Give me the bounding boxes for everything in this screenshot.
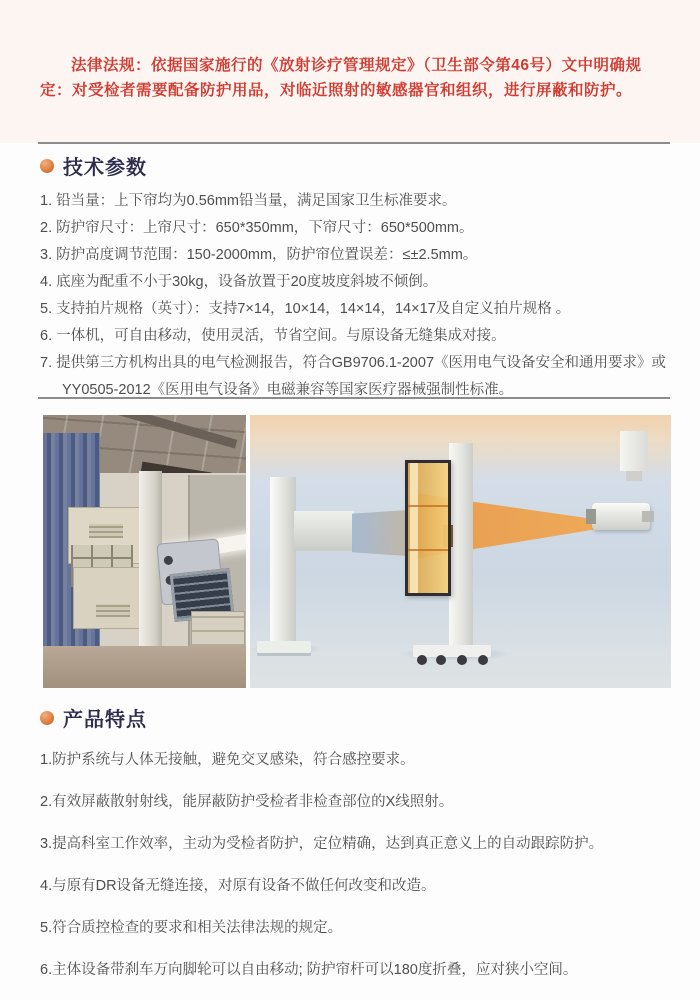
- tech-item: 6. 一体机，可自由移动，使用灵活，节省空间。与原设备无缝集成对接。: [40, 328, 506, 344]
- render-detector-arm: [294, 511, 354, 551]
- photo-knob: [164, 555, 174, 565]
- render-tube-detail: [642, 511, 654, 522]
- photo-cabinet-vent: [89, 524, 123, 538]
- render-caster-wheel: [417, 655, 427, 665]
- tech-item: 4. 底座为配重不小于30kg，设备放置于20度坡度斜坡不倾倒。: [40, 274, 438, 290]
- feature-item: 2.有效屏蔽散射射线，能屏蔽防护受检者非检查部位的X线照射。: [40, 794, 454, 810]
- xray-beam-shield-diagram: [250, 415, 671, 688]
- render-screen-highlight: [410, 463, 418, 593]
- render-tube-stand-neck: [626, 471, 642, 481]
- feature-item: 5.符合质控检查的要求和相关法律法规的规定。: [40, 920, 343, 936]
- section-divider-top: [38, 142, 670, 144]
- features-section-title: 产品特点: [63, 709, 147, 731]
- photo-cabinet-vent: [96, 604, 130, 617]
- tech-section-header: [40, 151, 147, 180]
- render-tube-stand-column: [620, 431, 648, 471]
- tech-item: 7. 提供第三方机构出具的电气检测报告，符合GB9706.1-2007《医用电气设备安全和通用要求》或YY0505-2012《医用电气设备》电磁兼容等国家医疗器械强制性标准。: [40, 355, 667, 398]
- tech-section-title: 技术参数: [63, 157, 147, 179]
- tech-parameter-list: [40, 188, 672, 404]
- render-detector-stand-base: [257, 641, 311, 653]
- figure-row: [43, 415, 671, 688]
- tech-item: 2. 防护帘尺寸：上帘尺寸：650*350mm，下帘尺寸：650*500mm。: [40, 220, 474, 236]
- tech-item: 3. 防护高度调节范围：150-2000mm，防护帘位置误差：≤±2.5mm。: [40, 247, 478, 263]
- orange-bullet-icon: [40, 711, 54, 725]
- feature-item: 1.防护系统与人体无接触，避免交叉感染，符合感控要求。: [40, 752, 415, 768]
- tech-item: 1. 铅当量：上下帘均为0.56mm铅当量，满足国家卫生标准要求。: [40, 193, 457, 209]
- feature-item: 6.主体设备带刹车万向脚轮可以自由移动; 防护帘杆可以180度折叠，应对狭小空间。: [40, 962, 578, 978]
- render-caster-wheel: [478, 655, 488, 665]
- render-screen-line: [408, 549, 448, 551]
- features-section-header: [40, 703, 147, 732]
- tech-item: 5. 支持拍片规格（英寸）：支持7×14，10×14，14×14，14×17及自定义拍片规格 。: [40, 301, 571, 317]
- render-caster-wheel: [436, 655, 446, 665]
- legal-notice-text: 法律法规：依据国家施行的《放射诊疗管理规定》（卫生部令第46号）文中明确规定：对受检者需要配备防护用品，对临近照射的敏感器官和组织，进行屏蔽和防护。: [40, 57, 642, 99]
- feature-item: 3.提高科室工作效率，主动为受检者防护，定位精确，达到真正意义上的自动跟踪防护。: [40, 836, 604, 852]
- product-feature-list: [40, 745, 672, 997]
- render-detector-stand-column: [270, 477, 296, 645]
- photo-floor: [43, 646, 246, 688]
- render-protective-screen: [405, 460, 451, 596]
- machine-room-photo: [43, 415, 246, 688]
- feature-item: 4.与原有DR设备无缝连接，对原有设备不做任何改变和改造。: [40, 878, 436, 894]
- render-blue-beam: [352, 510, 408, 556]
- legal-notice-band: [0, 0, 700, 143]
- render-caster-wheel: [457, 655, 467, 665]
- render-screen-line: [408, 505, 448, 507]
- photo-cabinet-lower: [73, 567, 149, 629]
- section-divider-middle: [38, 397, 670, 399]
- orange-bullet-icon: [40, 159, 54, 173]
- render-collimator: [586, 509, 596, 524]
